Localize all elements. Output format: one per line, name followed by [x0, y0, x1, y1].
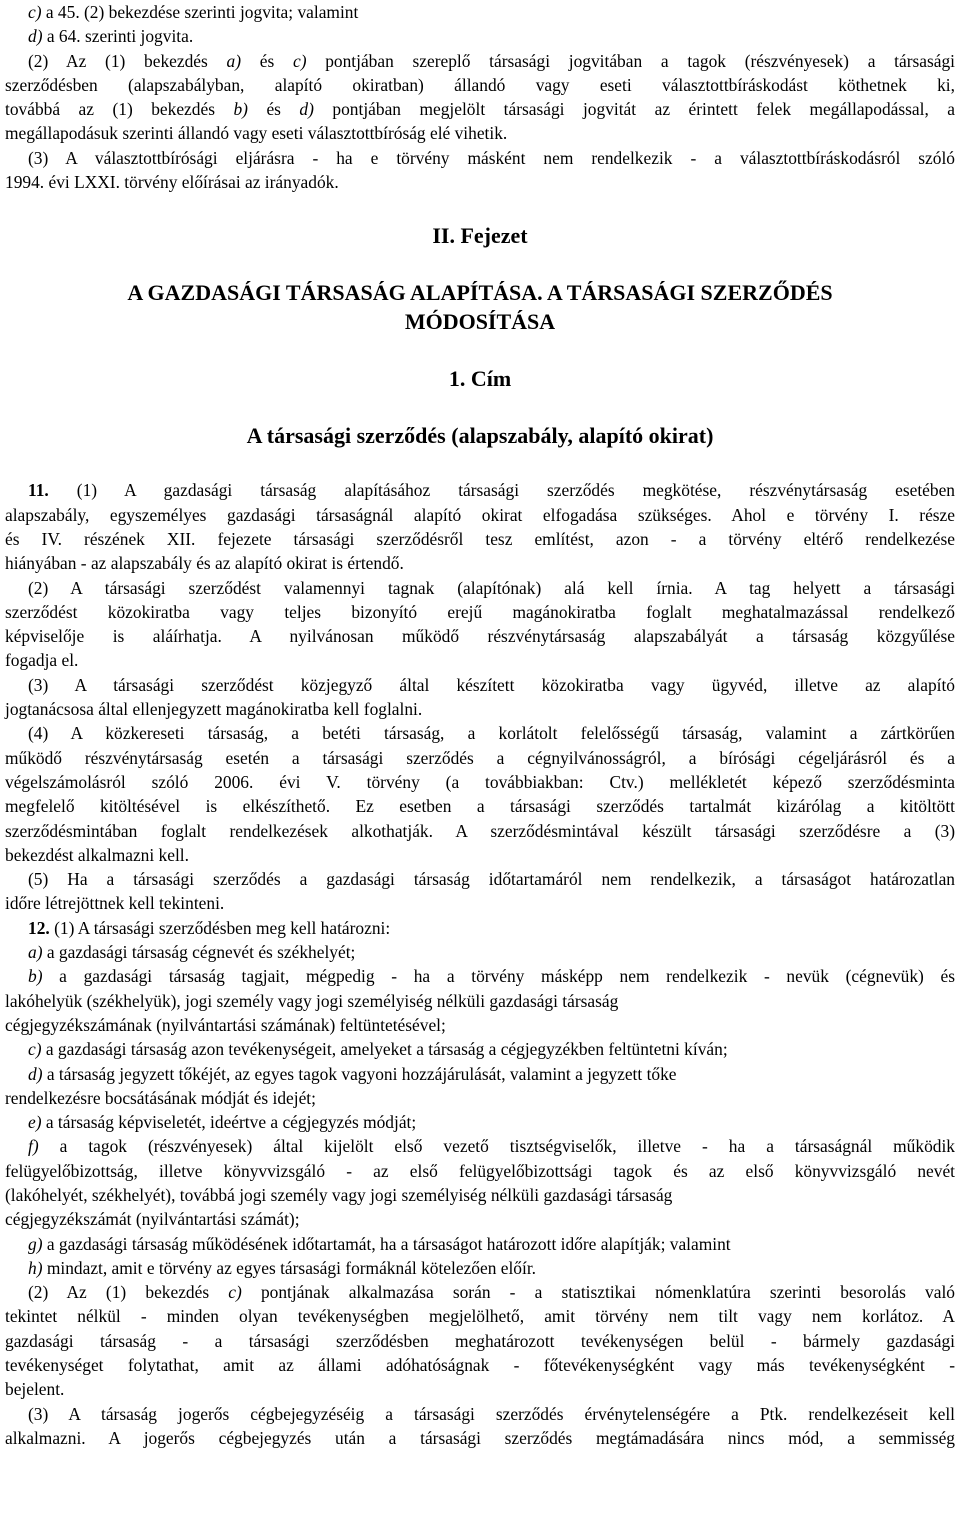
paragraph-line: (3) A társaság jogerős cégbejegyzéséig a társasági szerződés érvénytelenségére a Ptk. rendelkezéseit kell	[28, 1403, 955, 1424]
section-number: 11.	[28, 480, 49, 501]
paragraph-line: működő részvénytársaság esetén a társasági szerződés a cégnyilvánosságról, a bírósági cégeljárásról és a	[5, 747, 955, 768]
text-run: a)	[226, 50, 242, 71]
section-number: 12.	[28, 917, 50, 938]
paragraph-line: bekezdést alkalmazni kell.	[5, 844, 189, 865]
list-item-e	[5, 1110, 955, 1134]
text-run: továbbá az (1) bekezdés	[5, 99, 234, 120]
item-text: mindazt, amit e törvény az egyes társasági formáknál kötelezően előír.	[42, 1257, 537, 1278]
list-item-d	[5, 24, 955, 48]
list-item-d	[5, 1062, 955, 1086]
item-key: c)	[28, 1039, 42, 1060]
item-text: a gazdasági társaság azon tevékenységeit, amelyeket a társaság a cégjegyzékben feltüntetni kíván;	[41, 1039, 728, 1060]
list-item-h	[5, 1256, 955, 1280]
paragraph-line: felügyelőbizottság, illetve könyvvizsgáló - az első felügyelőbizottsági tagok és az első könyvvizsgáló nevét	[5, 1160, 955, 1181]
list-item-a	[5, 940, 955, 964]
text-run: (2) Az (1) bekezdés	[28, 50, 227, 71]
item-key: h)	[28, 1257, 43, 1278]
item-text: a gazdasági társaság tagjait, mégpedig - ha a törvény másképp nem rendelkezik - nevük (cégnevük) és	[42, 966, 955, 987]
item-key: g)	[28, 1233, 43, 1254]
paragraph-line: és IV. részének XII. fejezete társasági szerződésről tesz említést, azon - a törvény eltérő rendelkezése	[5, 528, 955, 549]
paragraph-line: lakóhelyük (székhelyük), jogi személy vagy jogi személyiség nélküli gazdasági társaság	[5, 990, 619, 1011]
paragraph-line: időre létrejöttnek kell tekinteni.	[5, 893, 225, 914]
paragraph-line	[5, 97, 955, 121]
item-key: a)	[28, 942, 43, 963]
paragraph-line: tekintet nélkül - minden olyan tevékenységben megjelölhető, amit törvény nem tilt vagy nem korlátoz. A	[5, 1306, 955, 1327]
paragraph-line: cégjegyzékszámának (nyilvántartási számának) feltüntetésével;	[5, 1014, 446, 1035]
text-run: pontjának alkalmazása során - a statisztikai nómenklatúra szerinti besorolás való	[241, 1282, 955, 1303]
item-key: d)	[28, 1063, 43, 1084]
paragraph-line: végelszámolásról szóló 2006. évi V. törvény (a továbbiakban: Ctv.) mellékletét képező szerződésminta	[5, 771, 955, 792]
section-heading: 1. Cím	[448, 366, 512, 392]
item-key: f)	[28, 1136, 39, 1157]
list-item-f	[5, 1134, 955, 1158]
text-run: c)	[292, 50, 307, 71]
text-run: c)	[228, 1282, 242, 1303]
item-text: a tagok (részvényesek) által kijelölt első vezető tisztségviselők, illetve - ha a társaságnál működik	[38, 1136, 955, 1157]
item-key: b)	[28, 966, 43, 987]
paragraph-line: fogadja el.	[5, 650, 79, 671]
item-key: e)	[28, 1112, 42, 1133]
paragraph-line: bejelent.	[5, 1379, 65, 1400]
item-text: a gazdasági társaság cégnevét és székhelyét;	[42, 942, 356, 963]
list-item-c	[5, 0, 955, 24]
text-run: pontjában megjelölt társasági jogvitát az érintett felek megállapodással, a	[313, 99, 955, 120]
paragraph-line: szerződésben (alapszabályban, alapító okiratban) állandó vagy eseti választottbíráskodást köthetnek ki,	[5, 74, 955, 95]
paragraph-line: rendelkezésre bocsátásának módját és idejét;	[5, 1087, 316, 1108]
text-run: pontjában szereplő társasági jogvitában a tagok (részvényesek) a társasági	[306, 50, 955, 71]
paragraph-line	[5, 916, 955, 940]
paragraph-line	[5, 49, 955, 73]
paragraph-line	[5, 478, 955, 502]
paragraph-line: (3) A választottbírósági eljárásra - ha e törvény másként nem rendelkezik - a választottbíráskodásról szóló	[28, 147, 955, 168]
item-text: a 64. szerinti jogvita.	[42, 26, 194, 47]
paragraph-line: cégjegyzékszámát (nyilvántartási számát);	[5, 1209, 300, 1230]
paragraph-line: (3) A társasági szerződést közjegyző által készített közokiratba vagy ügyvéd, illetve az alapító	[28, 674, 955, 695]
item-text: a társaság képviseletét, ideértve a cégjegyzés módját;	[41, 1112, 417, 1133]
text-run: és	[247, 99, 300, 120]
item-text: a 45. (2) bekezdése szerinti jogvita; valamint	[41, 2, 359, 22]
section-title: A társasági szerződés (alapszabály, alapító okirat)	[246, 423, 714, 449]
paragraph-line: megállapodásuk szerinti állandó vagy eseti választottbíróság elé vihetik.	[5, 123, 508, 144]
paragraph-line: szerződést közokiratba vagy teljes bizonyító erejű magánokiratba foglalt meghatalmazással rendelkező	[5, 601, 955, 622]
list-item-c	[5, 1037, 955, 1061]
item-text: a társaság jegyzett tőkéjét, az egyes tagok vagyoni hozzájárulását, valamint a jegyzett tőke	[42, 1063, 677, 1084]
paragraph-line: (lakóhelyét, székhelyét), továbbá jogi személy vagy jogi személyiség nélküli gazdasági társaság	[5, 1184, 673, 1205]
paragraph-line: hiányában - az alapszabály és az alapító okirat is értendő.	[5, 553, 404, 574]
text-run: (1) A gazdasági társaság alapításához társasági szerződés megkötése, részvénytársaság esetében	[48, 480, 955, 501]
legal-document	[5, 0, 955, 1450]
item-key: d)	[28, 26, 43, 47]
chapter-title-line: A GAZDASÁGI TÁRSASÁG ALAPÍTÁSA. A TÁRSASÁGI SZERZŐDÉS	[127, 280, 833, 306]
paragraph-line: tevékenységet folytathat, amit az állami adóhatóságnak - főtevékenységként vagy más tevékenységként -	[5, 1355, 955, 1376]
paragraph-line: jogtanácsosa által ellenjegyzett magánokiratba kell foglalni.	[5, 699, 423, 720]
paragraph-line: alapszabály, egyszemélyes gazdasági társaságnál alapító okirat elfogadása szükséges. Ahol e törvény I. része	[5, 504, 955, 525]
item-key: c)	[28, 2, 42, 22]
text-run: (1) A társasági szerződésben meg kell határozni:	[49, 917, 391, 938]
text-run: (2) Az (1) bekezdés	[28, 1282, 229, 1303]
paragraph-line: (2) A társasági szerződést valamennyi tagnak (alapítónak) alá kell írnia. A tag helyett a társasági	[28, 577, 955, 598]
paragraph-line: gazdasági társaság - a társasági szerződésben meghatározott tevékenységen belül - bármely gazdasági	[5, 1330, 955, 1351]
paragraph-line: szerződésmintában foglalt rendelkezések alkothatják. A szerződésmintával készült társasági szerződésre a (3)	[5, 820, 955, 841]
item-text: a gazdasági társaság működésének időtartamát, ha a társaságot határozott időre alapítják; valamint	[42, 1233, 731, 1254]
paragraph-line	[5, 1280, 955, 1304]
chapter-heading: II. Fejezet	[432, 223, 528, 249]
paragraph-line: képviselője is aláírhatja. A nyilvánosan működő részvénytársaság alapszabályát a társaság közgyűlése	[5, 626, 955, 647]
text-run: b)	[233, 99, 248, 120]
paragraph-line: (5) Ha a társasági szerződés a gazdasági társaság időtartamáról nem rendelkezik, a társaságot határozatlan	[28, 869, 955, 890]
paragraph-line: (4) A közkereseti társaság, a betéti társaság, a korlátolt felelősségű társaság, valamint a zártkörűen	[28, 723, 955, 744]
list-item-b	[5, 964, 955, 988]
paragraph-line: megfelelő kitöltésével is elkészíthető. Ez esetben a társasági szerződés tartalmát kizárólag a kitöltött	[5, 796, 955, 817]
text-run: és	[241, 50, 293, 71]
paragraph-line: 1994. évi LXXI. törvény előírásai az irányadók.	[5, 172, 339, 193]
list-item-g	[5, 1232, 955, 1256]
chapter-title-line: MÓDOSÍTÁSA	[404, 309, 556, 335]
paragraph-line: alkalmazni. A jogerős cégbejegyzés után a társasági szerződés megtámadására nincs mód, a semmisség	[5, 1427, 955, 1448]
text-run: d)	[299, 99, 314, 120]
